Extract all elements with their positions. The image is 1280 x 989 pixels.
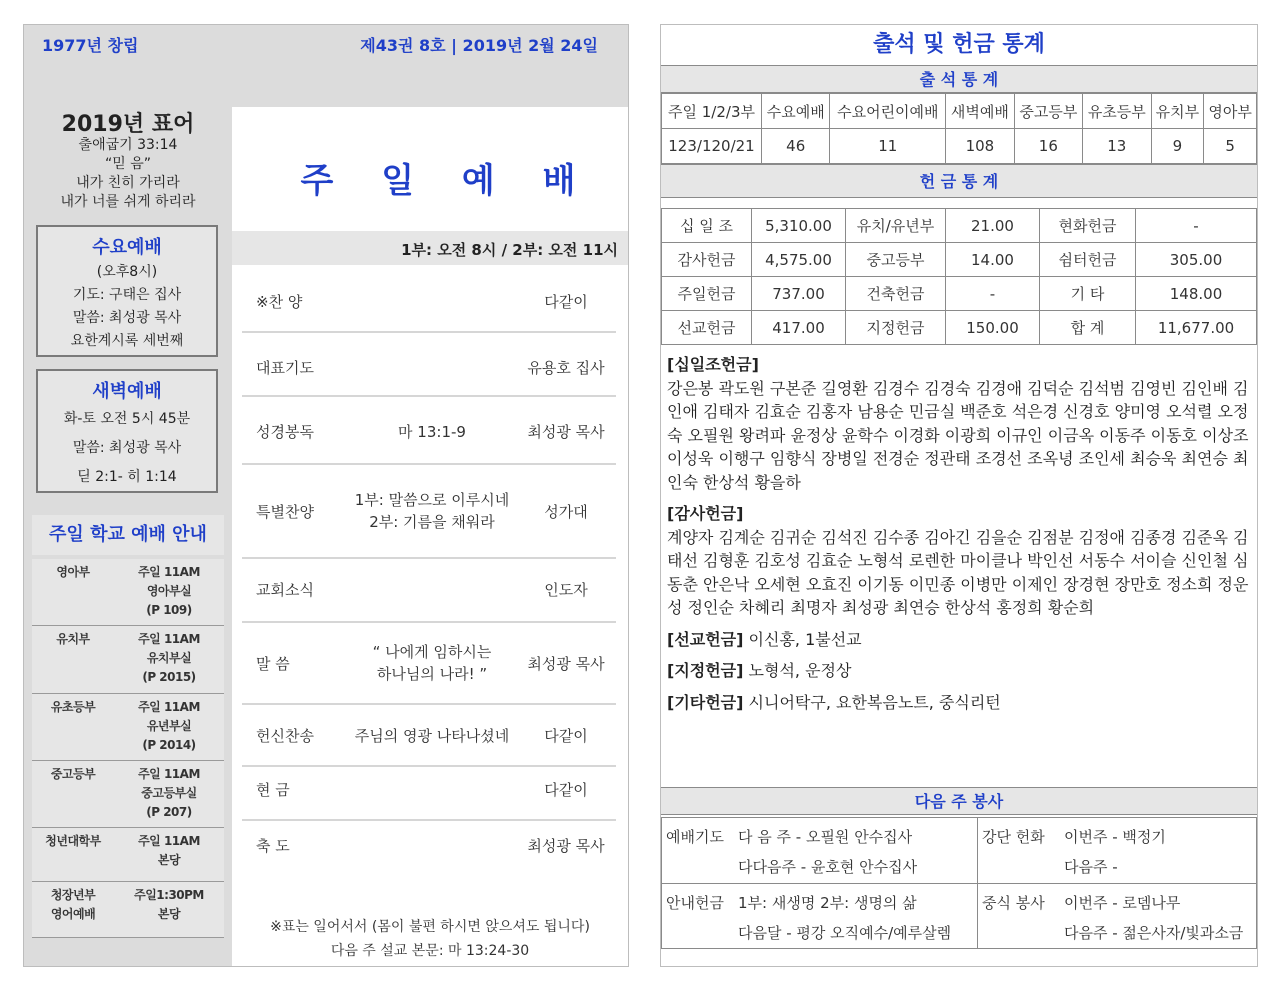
order-item: ※찬 양 <box>256 293 303 311</box>
spacer <box>661 198 1257 208</box>
offering-amount: 4,575.00 <box>752 243 846 277</box>
school-row <box>32 828 224 882</box>
prayer-label: 예배기도 <box>666 828 724 846</box>
order-leader: 성가대 <box>544 503 588 521</box>
order-row <box>242 559 616 623</box>
school-table <box>32 559 224 938</box>
offering-amount: 150.00 <box>946 311 1040 345</box>
order-content: 주님의 영광 나타나셨네 <box>354 727 510 745</box>
school-time: 주일 11AM <box>138 834 200 848</box>
offering-label: 감사헌금 <box>662 243 752 277</box>
school-row <box>32 694 224 761</box>
service-row <box>662 818 1257 884</box>
offering-row <box>662 277 1257 311</box>
order-content-2: 2부: 기름을 채워라 <box>369 513 495 531</box>
usher-next: 다음달 - 평강 오직예수/예루살렘 <box>738 924 952 942</box>
attendance-table <box>661 93 1257 164</box>
attendance-header: 주일 1/2/3부 <box>662 94 762 129</box>
dawn-text: 딛 2:1- 히 1:14 <box>77 469 177 485</box>
attendance-value: 16 <box>1014 129 1082 164</box>
founded-text: 1977년 창립 <box>42 36 139 55</box>
offering-amount: 14.00 <box>946 243 1040 277</box>
offering-label: 선교헌금 <box>662 311 752 345</box>
school-room: 중고등부실 <box>141 786 197 800</box>
school-dept: 유초등부 <box>50 700 96 714</box>
mission-label: [선교헌금] <box>667 629 744 649</box>
offering-title: 헌 금 통 계 <box>661 164 1257 198</box>
school-row <box>32 882 224 938</box>
stats-title: 출석 및 헌금 통계 <box>873 32 1045 57</box>
offering-label: 십 일 조 <box>662 209 752 243</box>
order-content-2: 하나님의 나라! ” <box>376 665 488 683</box>
wednesday-sermon: 말씀: 최성광 목사 <box>72 310 182 326</box>
school-dept: 중고등부 <box>50 767 96 781</box>
order-leader: 다같이 <box>544 293 588 311</box>
attendance-value-row <box>662 129 1257 164</box>
order-item: 헌신찬송 <box>256 727 314 745</box>
order-item: 축 도 <box>256 837 290 855</box>
order-leader: 최성광 목사 <box>527 423 605 441</box>
school-dept: 유치부 <box>56 632 90 646</box>
altar-next: 다음주 - <box>1064 858 1118 876</box>
worship-title: 주 일 예 배 <box>300 161 594 201</box>
attendance-header: 수요예배 <box>762 94 830 129</box>
lunch-next: 다음주 - 젊은사자/빛과소금 <box>1064 924 1244 942</box>
attendance-value: 123/120/21 <box>662 129 762 164</box>
lunch-label: 중식 봉사 <box>982 894 1045 912</box>
offering-amount: 305.00 <box>1136 243 1257 277</box>
offering-amount: - <box>946 277 1040 311</box>
school-loc: (P 207) <box>146 805 192 819</box>
order-item: 성경봉독 <box>256 423 314 441</box>
issue-info: 제43권 8호 | 2019년 2월 24일 <box>360 36 598 55</box>
school-row <box>32 559 224 626</box>
wednesday-service-box <box>36 225 218 357</box>
offering-amount: 21.00 <box>946 209 1040 243</box>
prayer-after: 다다음주 - 윤호현 안수집사 <box>738 858 918 876</box>
attendance-value: 5 <box>1204 129 1257 164</box>
offering-label: 합 계 <box>1040 311 1136 345</box>
offering-amount: 11,677.00 <box>1136 311 1257 345</box>
attendance-header: 유치부 <box>1151 94 1204 129</box>
wednesday-title: 수요예배 <box>92 237 162 258</box>
attendance-header: 영아부 <box>1204 94 1257 129</box>
dawn-service-box <box>36 369 218 493</box>
motto-ref: 출애굽기 33:14 <box>78 137 178 153</box>
school-row <box>32 626 224 694</box>
year-motto <box>24 112 232 212</box>
attendance-value: 13 <box>1083 129 1151 164</box>
attendance-value: 11 <box>830 129 946 164</box>
attendance-value: 46 <box>762 129 830 164</box>
bulletin-header <box>24 25 628 107</box>
left-sidebar <box>24 107 232 966</box>
order-item: 대표기도 <box>256 359 314 377</box>
order-item: 특별찬양 <box>256 503 314 521</box>
offering-amount: 417.00 <box>752 311 846 345</box>
other-names: 시니어탁구, 요한복음노트, 중식리턴 <box>748 692 1001 712</box>
school-room: 유치부실 <box>146 651 192 665</box>
offering-row <box>662 243 1257 277</box>
offering-label: 건축헌금 <box>846 277 946 311</box>
dawn-time: 화-토 오전 5시 45분 <box>63 411 191 427</box>
next-sermon-text: 다음 주 설교 본문: 마 13:24-30 <box>330 943 530 959</box>
motto-line1: 내가 친히 가리라 <box>76 175 180 191</box>
order-row <box>242 333 616 397</box>
designated-label: [지정헌금] <box>667 661 744 680</box>
offering-label: 지정헌금 <box>846 311 946 345</box>
order-item: 현 금 <box>256 781 290 799</box>
school-time: 주일 11AM <box>138 565 200 579</box>
school-time: 주일 11AM <box>138 700 200 714</box>
order-row <box>242 767 616 821</box>
offering-label: 주일헌금 <box>662 277 752 311</box>
order-leader: 인도자 <box>544 581 588 599</box>
order-row <box>242 267 616 333</box>
attendance-value: 9 <box>1151 129 1204 164</box>
donor-list <box>661 345 1257 714</box>
offering-table <box>661 208 1257 345</box>
order-leader: 다같이 <box>544 727 588 745</box>
order-content: “ 나에게 임하시는 <box>372 643 492 661</box>
order-row <box>242 465 616 559</box>
attendance-header: 새벽예배 <box>946 94 1014 129</box>
thanks-label: [감사헌금] <box>667 504 744 523</box>
order-row <box>242 821 616 879</box>
order-content: 마 13:1-9 <box>398 423 466 441</box>
motto-line2: 내가 너를 쉬게 하리라 <box>60 194 196 210</box>
service-table <box>661 817 1257 949</box>
offering-amount: - <box>1136 209 1257 243</box>
school-time: 주일 11AM <box>138 632 200 646</box>
school-row <box>32 761 224 828</box>
school-dept-sub: 영어예배 <box>50 907 96 921</box>
prayer-next: 다 음 주 - 오필원 안수집사 <box>738 828 913 846</box>
thanks-names: 계양자 김계순 김귀순 김석진 김수종 김아긴 김을순 김점분 김정애 김종경 김준옥 김태선 김형훈 김호성 김효순 노형석 로렌한 마이클나 박인선 서동수 서이슬 신인철 심동춘 안은낙 오세현 오효진 이기동 이민종 이병만 이제인 장경현 장만호 정소희 정운성 정인순 차혜리 최명자 최성광 최연승 한상석 홍정희 황순희 <box>667 527 1249 617</box>
offering-label: 현화헌금 <box>1040 209 1136 243</box>
lunch-this: 이번주 - 로뎀나무 <box>1064 894 1181 912</box>
usher-this: 1부: 새생명 2부: 생명의 삶 <box>738 894 917 912</box>
school-room: 본당 <box>157 853 181 867</box>
school-time: 주일1:30PM <box>134 888 204 902</box>
offering-amount: 5,310.00 <box>752 209 846 243</box>
altar-this: 이번주 - 백정기 <box>1064 828 1166 846</box>
worship-times: 1부: 오전 8시 / 2부: 오전 11시 <box>232 231 628 265</box>
order-leader: 최성광 목사 <box>527 837 605 855</box>
dawn-sermon: 말씀: 최성광 목사 <box>72 440 182 456</box>
tithe-label: [십일조헌금] <box>667 355 759 374</box>
offering-label: 유치/유년부 <box>846 209 946 243</box>
school-loc: (P 2014) <box>142 738 196 752</box>
order-row <box>242 397 616 465</box>
wednesday-time: (오후8시) <box>96 264 158 280</box>
designated-names: 노형석, 운정상 <box>748 661 852 680</box>
service-row <box>662 884 1257 949</box>
order-row <box>242 623 616 705</box>
attendance-header: 유초등부 <box>1083 94 1151 129</box>
attendance-title: 출 석 통 계 <box>661 65 1257 93</box>
offering-amount: 737.00 <box>752 277 846 311</box>
attendance-header: 수요어린이예배 <box>830 94 946 129</box>
attendance-header-row <box>662 94 1257 129</box>
order-leader: 유용호 집사 <box>527 359 605 377</box>
school-room: 본당 <box>157 907 181 921</box>
worship-footer <box>232 915 628 963</box>
school-dept: 청장년부 <box>50 888 96 902</box>
school-time: 주일 11AM <box>138 767 200 781</box>
school-room: 영아부실 <box>146 584 192 598</box>
wednesday-text: 요한계시록 세번째 <box>70 333 184 349</box>
school-loc: (P 109) <box>146 603 192 617</box>
dawn-title: 새벽예배 <box>92 381 162 402</box>
wednesday-prayer: 기도: 구태은 집사 <box>72 287 182 303</box>
offering-label: 쉼터헌금 <box>1040 243 1136 277</box>
standing-note: ※표는 일어서서 (몸이 불편 하시면 앉으셔도 됩니다) <box>270 919 590 935</box>
service-title: 다음 주 봉사 <box>661 787 1257 815</box>
worship-column <box>232 107 628 966</box>
offering-label: 기 타 <box>1040 277 1136 311</box>
right-page <box>660 24 1258 967</box>
order-item: 교회소식 <box>256 581 314 599</box>
school-loc: (P 2015) <box>142 670 196 684</box>
school-dept: 영아부 <box>56 565 90 579</box>
order-content: 1부: 말씀으로 이루시네 <box>354 491 510 509</box>
mission-names: 이신홍, 1불선교 <box>748 629 862 649</box>
motto-word: “믿 음” <box>104 156 151 172</box>
offering-amount: 148.00 <box>1136 277 1257 311</box>
order-row <box>242 705 616 767</box>
usher-label: 안내헌금 <box>666 894 724 912</box>
attendance-value: 108 <box>946 129 1014 164</box>
attendance-header: 중고등부 <box>1014 94 1082 129</box>
left-page <box>23 24 629 967</box>
order-leader: 최성광 목사 <box>527 655 605 673</box>
school-title: 주일 학교 예배 안내 <box>32 515 224 555</box>
offering-row <box>662 311 1257 345</box>
school-room: 유년부실 <box>146 719 192 733</box>
altar-label: 강단 헌화 <box>982 828 1045 846</box>
order-of-worship <box>242 267 616 879</box>
school-dept: 청년대학부 <box>45 834 101 848</box>
motto-title: 2019년 표어 <box>61 112 195 137</box>
order-leader: 다같이 <box>544 781 588 799</box>
other-label: [기타헌금] <box>667 692 744 712</box>
offering-label: 중고등부 <box>846 243 946 277</box>
offering-row <box>662 209 1257 243</box>
tithe-names: 강은봉 곽도원 구본준 길영환 김경수 김경숙 김경애 김덕순 김석범 김영빈 김인배 김인애 김태자 김효순 김홍자 남용순 민금실 백준호 석은경 신경호 양미영 오석렬 오정숙 오필원 왕려파 윤정상 윤학수 이경화 이광희 이규인 이금옥 이동주 이동호 이상조 이성욱 이행구 임향식 장병일 전경순 정관태 조경선 조옥녕 조인세 최승욱 최연승 최인숙 한상석 황을하 <box>667 378 1249 492</box>
order-item: 말 씀 <box>256 655 290 673</box>
